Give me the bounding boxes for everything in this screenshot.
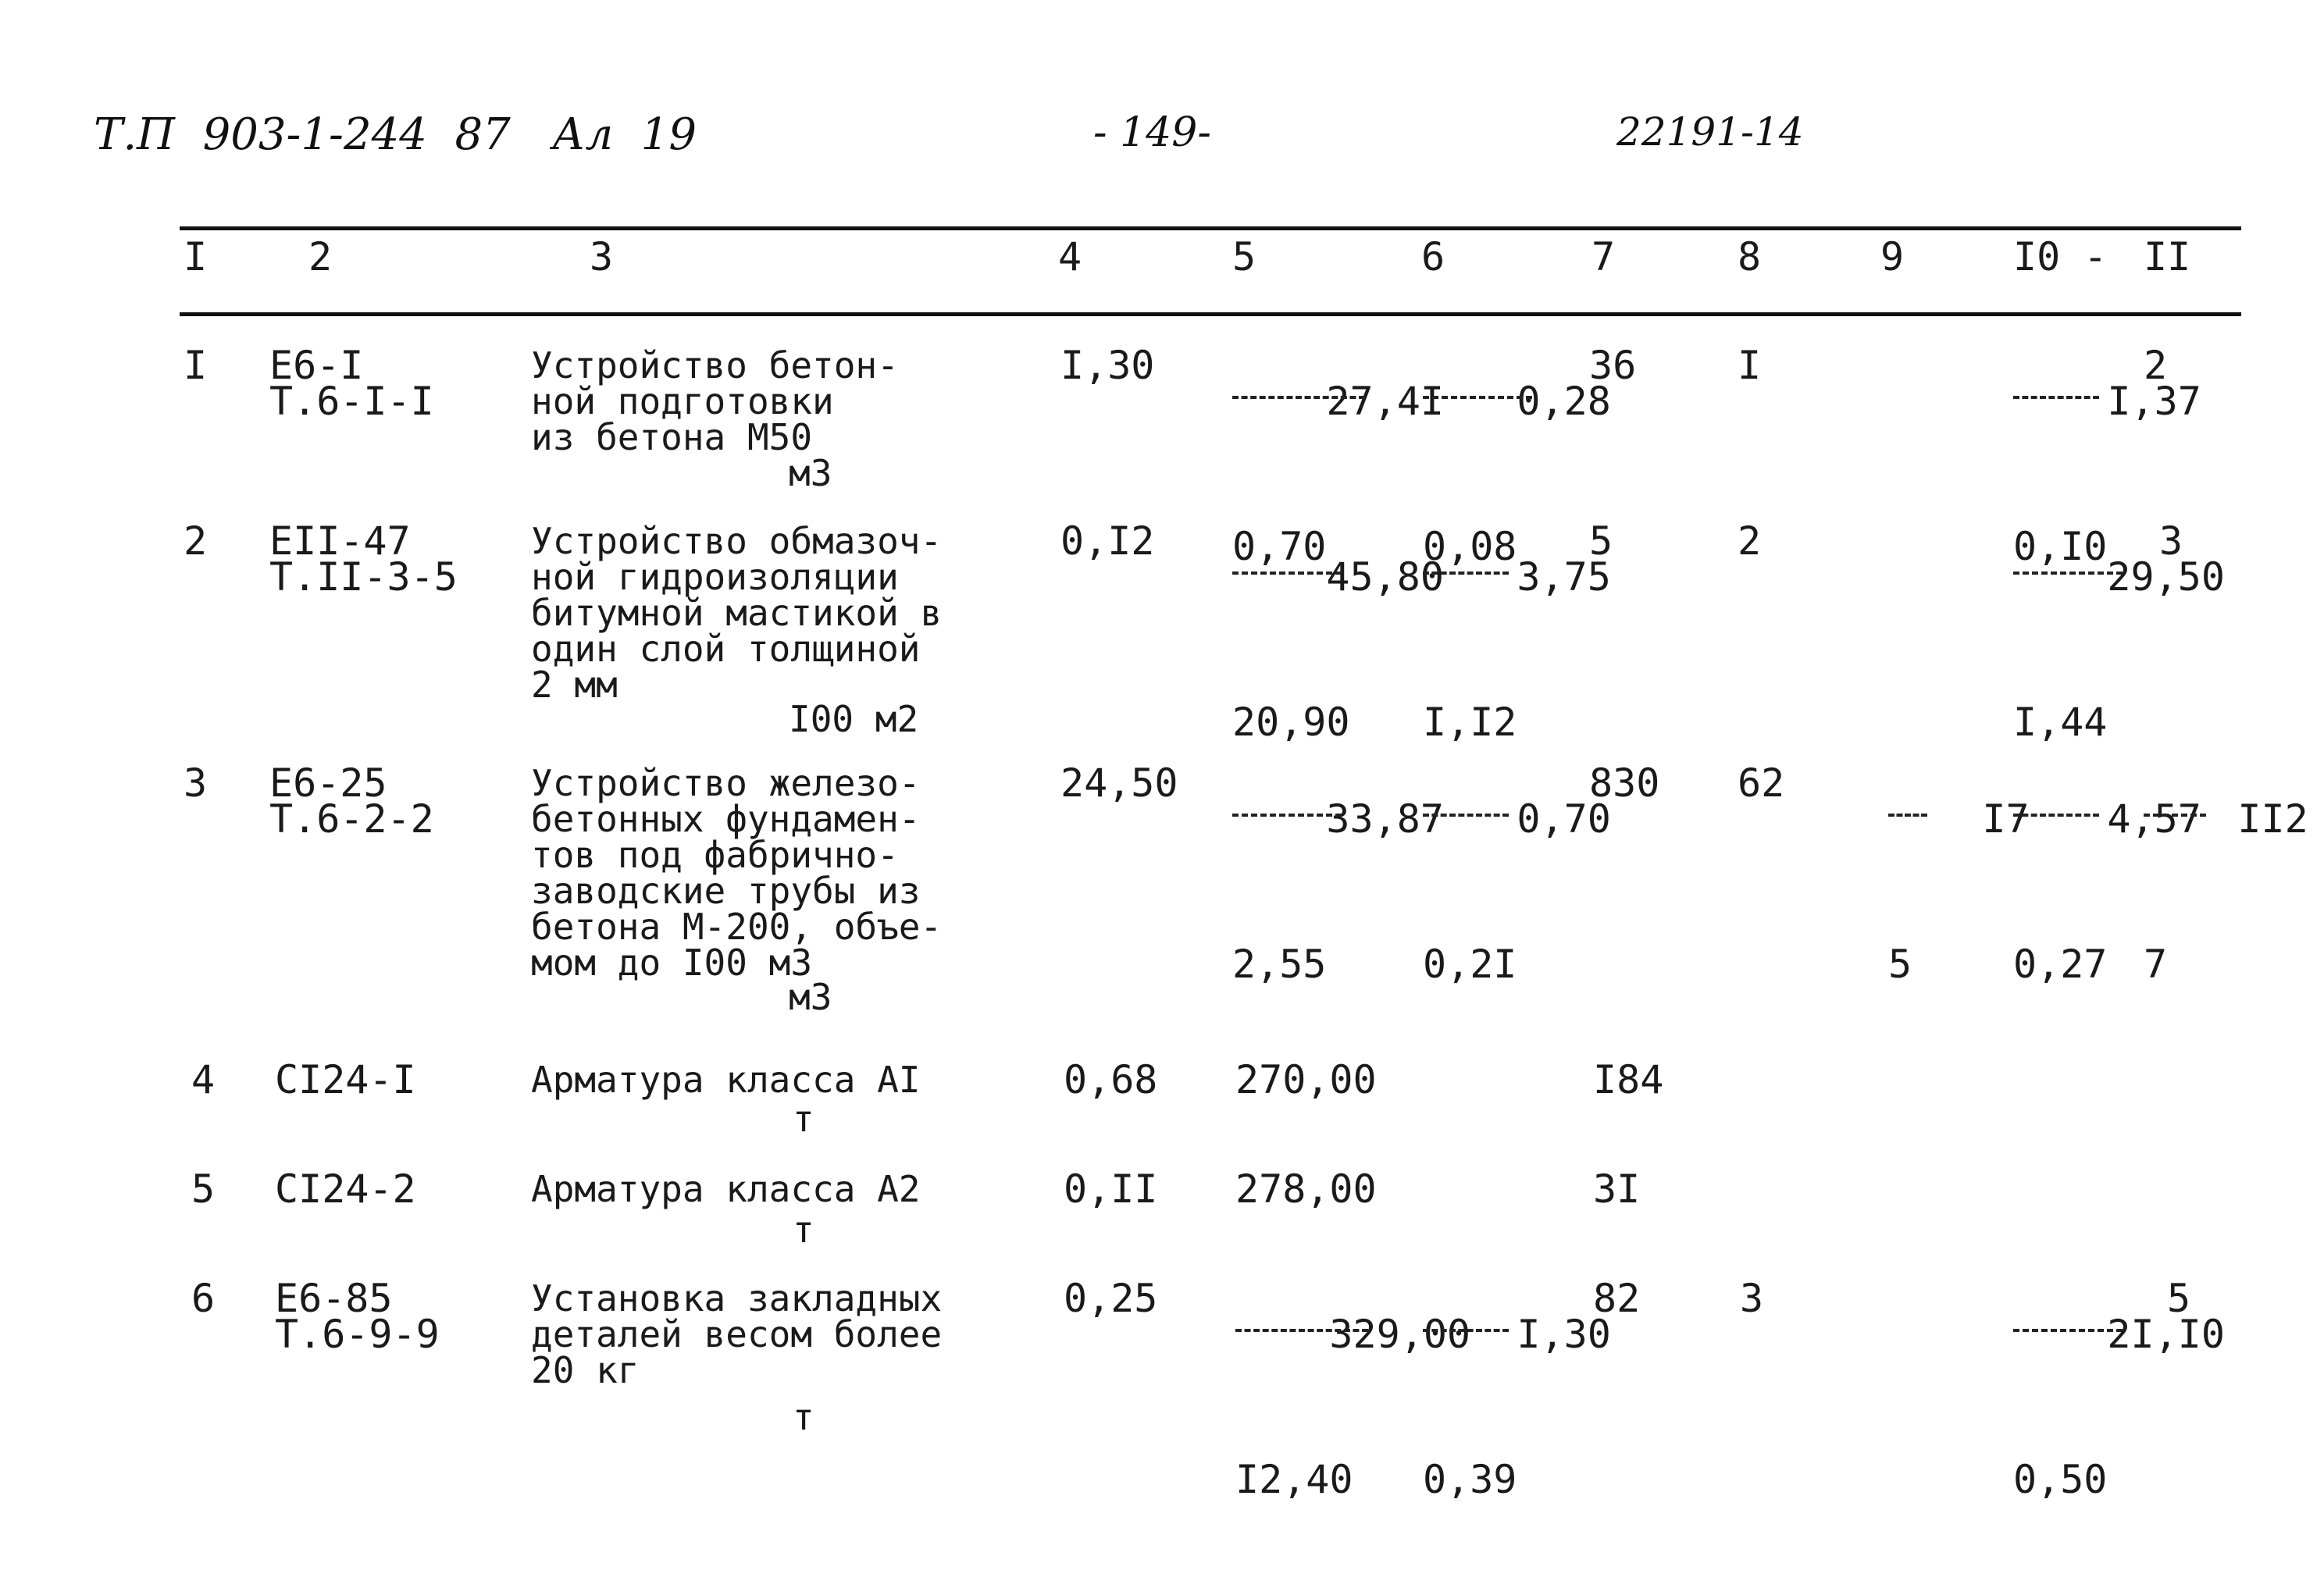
machine-cost-wages: 0,39 [1423, 1457, 1517, 1502]
quantity: 0,68 [1064, 1057, 1158, 1102]
machine-cost-total: 0,70 [1517, 796, 1611, 842]
row-number: 2 [184, 518, 208, 564]
labor-cost-bottom: 0,I0 [2013, 524, 2108, 569]
work-description: Установка закладных деталей весом более 20 кг [531, 1277, 943, 1391]
quantity: 0,II [1064, 1166, 1158, 1212]
labor-total: 2 [2144, 343, 2168, 388]
machine-cost-total: 3,75 [1517, 554, 1611, 600]
labor-total-top: II2 [2237, 796, 2308, 842]
machine-cost-total: 0,28 [1517, 379, 1611, 424]
labor-cost-top: I,37 [2107, 379, 2201, 424]
norm-code: Е6-I Т.6-I-I [269, 343, 434, 424]
row-number: 4 [191, 1057, 216, 1102]
total-cost: 82 [1593, 1276, 1641, 1321]
machine-cost [1423, 1280, 1611, 1569]
col-header-10: I0 - [2013, 234, 2108, 280]
fraction-dash [1423, 1329, 1509, 1332]
quantity: 0,25 [1064, 1276, 1158, 1321]
machine-cost-wages: 0,2I [1423, 942, 1517, 987]
quantity: 0,I2 [1060, 518, 1155, 564]
unit-cost-wages: 0,70 [1232, 524, 1327, 569]
operating-cost-bottom: 5 [1888, 942, 1912, 987]
col-header-3: 3 [590, 234, 614, 280]
quantity: I,30 [1060, 343, 1155, 388]
labor-cost [2013, 1276, 2225, 1569]
col-header-2: 2 [308, 234, 333, 280]
unit-cost-total: 329,00 [1329, 1312, 1471, 1357]
row-number: 3 [184, 760, 208, 806]
labor-cost-bottom: I,44 [2013, 700, 2108, 745]
unit-cost-total: 278,00 [1235, 1166, 1377, 1212]
document-reference: Т.П 903-1-244 87 Ал 19 [94, 109, 697, 160]
quantity: 24,50 [1060, 760, 1178, 806]
col-header-11: II [2144, 234, 2191, 280]
col-header-4: 4 [1058, 234, 1082, 280]
total-cost: 3I [1593, 1166, 1641, 1212]
row-number: 6 [191, 1276, 216, 1321]
fraction-dash [1888, 814, 1927, 817]
work-description: Арматура класса А2 [531, 1168, 921, 1210]
fraction-dash [1423, 814, 1509, 817]
labor-cost-bottom: 0,50 [2013, 1457, 2108, 1502]
wages-total: I [1738, 343, 1762, 388]
work-description: Арматура класса АI [531, 1059, 921, 1101]
unit: т [793, 1396, 814, 1438]
unit-cost-wages: 20,90 [1232, 700, 1350, 745]
col-header-9: 9 [1880, 234, 1905, 280]
fraction-dash [1232, 396, 1365, 399]
labor-cost-top: 4,57 [2107, 796, 2201, 842]
header-bottom-rule [180, 312, 2241, 316]
work-description: Устройство железо- бетонных фундамен- тов под фабрично- заводские трубы из бетона М-200, объе- мом до I00 м3 [531, 762, 943, 984]
page-number: - 149- [1093, 109, 1211, 156]
norm-code: ЕII-47 Т.II-3-5 [269, 518, 458, 600]
unit-cost-wages: I2,40 [1235, 1457, 1353, 1502]
fraction-dash [2013, 572, 2123, 575]
total-cost: 36 [1589, 343, 1637, 388]
col-header-1: I [184, 234, 208, 280]
unit: т [793, 1098, 814, 1140]
unit-cost-total: 33,87 [1326, 796, 1444, 842]
unit-cost-wages: 2,55 [1232, 942, 1327, 987]
col-header-8: 8 [1738, 234, 1762, 280]
labor-total: 3 [2159, 518, 2183, 564]
unit: м3 [789, 452, 832, 494]
machine-cost-wages: 0,08 [1423, 524, 1517, 569]
fraction-dash [1235, 1329, 1368, 1332]
col-header-6: 6 [1421, 234, 1445, 280]
fraction-dash [1232, 572, 1342, 575]
unit: т [793, 1209, 814, 1251]
labor-cost-top: 2I,I0 [2107, 1312, 2225, 1357]
fraction-dash [1423, 572, 1509, 575]
labor-cost-bottom: 0,27 [2013, 942, 2108, 987]
fraction-dash [2144, 814, 2206, 817]
operating-cost [1888, 765, 2030, 1054]
col-header-5: 5 [1232, 234, 1256, 280]
unit-cost-total: 270,00 [1235, 1057, 1377, 1102]
unit: I00 м2 [789, 698, 919, 740]
col-header-7: 7 [1592, 234, 1616, 280]
labor-cost-top: 29,50 [2107, 554, 2225, 600]
machine-cost [1423, 765, 1611, 1054]
total-cost: I84 [1593, 1057, 1664, 1102]
unit: м3 [789, 976, 832, 1018]
norm-code: Е6-85 Т.6-9-9 [275, 1276, 440, 1357]
wages-total: 62 [1738, 760, 1785, 806]
unit-cost [1232, 765, 1444, 1054]
fraction-dash [1232, 814, 1342, 817]
operating-cost-top: I7 [1982, 796, 2030, 842]
wages-total: 3 [1740, 1276, 1764, 1321]
machine-cost-wages: I,I2 [1423, 700, 1517, 745]
row-number: I [184, 343, 208, 388]
fraction-dash [2013, 814, 2099, 817]
machine-cost-total: I,30 [1517, 1312, 1611, 1357]
work-description: Устройство обмазоч- ной гидроизоляции битумной мастикой в один слой толщиной 2 мм [531, 520, 943, 706]
fraction-dash [2013, 1329, 2123, 1332]
sheet-number: 22191-14 [1616, 109, 1804, 155]
norm-code: Е6-25 Т.6-2-2 [269, 760, 434, 842]
table-top-rule [180, 226, 2241, 230]
wages-total: 2 [1738, 518, 1762, 564]
work-description: Устройство бетон- ной подготовки из бетона М50 [531, 344, 899, 458]
labor-total [2144, 765, 2308, 1054]
row-number: 5 [191, 1166, 216, 1212]
norm-code: CI24-2 [275, 1166, 416, 1212]
unit-cost-total: 45,80 [1326, 554, 1444, 600]
labor-total: 5 [2167, 1276, 2191, 1321]
total-cost: 830 [1589, 760, 1660, 806]
unit-cost-total: 27,4I [1326, 379, 1444, 424]
fraction-dash [1423, 396, 1532, 399]
fraction-dash [2013, 396, 2099, 399]
total-cost: 5 [1589, 518, 1613, 564]
labor-total-bottom: 7 [2144, 942, 2168, 987]
norm-code: CI24-I [275, 1057, 416, 1102]
